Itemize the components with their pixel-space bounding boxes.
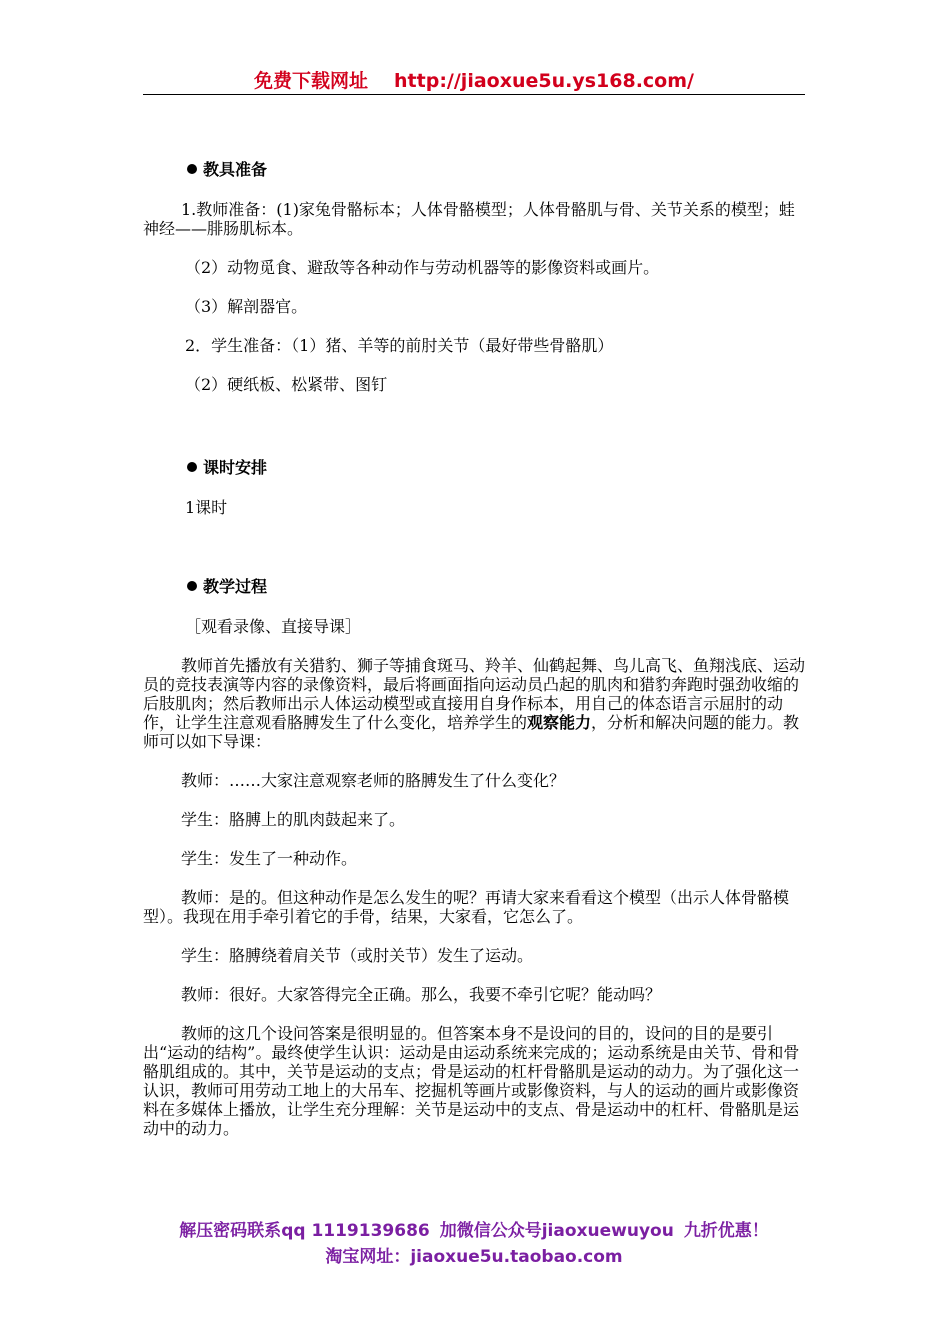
footer-qq: qq 1119139686 [281,1221,430,1241]
section-title-tools: 教具准备 [187,160,805,180]
bullet-icon [187,581,197,591]
document-body [143,160,805,1158]
footer-line-2[interactable]: 淘宝网址：jiaoxue5u.taobao.com [325,1247,623,1267]
tools-item-5: （2）硬纸板、松紧带、图钉 [185,375,388,394]
dialogue-line: 教师：很好。大家答得完全正确。那么，我要不牵引它呢？能动吗？ [181,985,662,1004]
bullet-icon [187,462,197,472]
page-header [143,66,805,95]
tools-item-3: （3）解剖器官。 [185,297,308,316]
section-title-schedule: 课时安排 [187,458,805,478]
header-url-link[interactable]: http://jiaoxue5u.ys168.com/ [394,70,694,92]
dialogue-line: 学生：发生了一种动作。 [181,849,358,868]
bullet-icon [187,164,197,174]
dialogue-line: 教师：是的。但这种动作是怎么发生的呢？再请大家来看看这个模型（出示人体骨骼模型）。我现在用手牵引着它的手骨，结果，大家看，它怎么了。 [143,888,790,926]
dialogue-line: 学生：胳膊绕着肩关节（或肘关节）发生了运动。 [181,946,534,965]
process-intro: 教师首先播放有关猎豹、狮子等捕食斑马、羚羊、仙鹤起舞、鸟儿高飞、鱼翔浅底、运动员的竞技表演等内容的录像资料，最后将画面指向运动员凸起的肌肉和猎豹奔跑时强劲收缩的后肢肌肉；然后教师出示人体运动模型或直接用自身作标本，用自己的体态语言示屈肘的动作，让学生注意观看胳膊发生了什么变化，培养学生的观察能力，分析和解决问题的能力。教师可以如下导课： [143,656,806,751]
header-label: 免费下载网址 [254,70,369,92]
emphasis-text: 观察能力 [527,713,592,732]
section-title-process: 教学过程 [187,577,805,597]
process-subheading: ［观看录像、直接导课］ [185,617,362,636]
tools-item-2: （2）动物觅食、避敌等各种动作与劳动机器等的影像资料或画片。 [185,258,660,277]
schedule-text: 1课时 [185,498,228,517]
tools-item-1: 1.教师准备：(1)家兔骨骼标本；人体骨骼模型；人体骨骼肌与骨、关节关系的模型；蛙神经——腓肠肌标本。 [143,200,795,238]
dialogue-line: 学生：胳膊上的肌肉鼓起来了。 [181,810,406,829]
dialogue-line: 教师：……大家注意观察老师的胳膊发生了什么变化？ [181,771,566,790]
footer-line-1: 解压密码联系qq 1119139686 加微信公众号jiaoxuewuyou 九折优惠！ [179,1221,769,1241]
page-footer [143,1218,805,1270]
tools-item-4: 2．学生准备：（1）猪、羊等的前肘关节（最好带些骨骼肌） [185,336,614,355]
process-conclusion: 教师的这几个设问答案是很明显的。但答案本身不是设问的目的，设问的目的是要引出“运动的结构”。最终使学生认识：运动是由运动系统来完成的；运动系统是由关节、骨和骨骼肌组成的。其中，关节是运动的支点；骨是运动的杠杆骨骼肌是运动的动力。为了强化这一认识，教师可用劳动工地上的大吊车、挖掘机等画片或影像资料，与人的运动的画片或影像资料在多媒体上播放，让学生充分理解：关节是运动中的支点、骨是运动中的杠杆、骨骼肌是运动中的动力。 [143,1024,800,1138]
